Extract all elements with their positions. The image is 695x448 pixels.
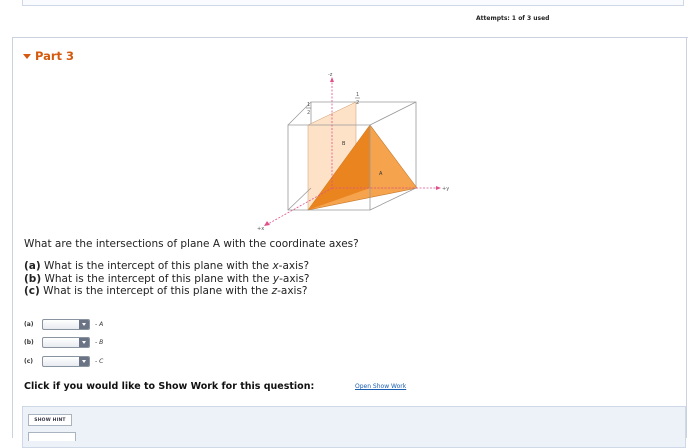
part-header[interactable] — [23, 49, 74, 63]
chevron-down-icon[interactable] — [79, 338, 89, 347]
open-show-work-link[interactable]: Open Show Work — [355, 383, 407, 390]
answer-c-select[interactable] — [42, 356, 90, 367]
secondary-button[interactable] — [28, 432, 76, 441]
answer-row-c — [24, 356, 103, 367]
attempts-counter: Attempts: 1 of 3 used — [476, 15, 550, 22]
sub-question-text: What is the intercept of this plane with the — [43, 285, 272, 297]
sub-question-label: (c) — [24, 285, 40, 297]
frac-right-den: 2 — [356, 100, 360, 106]
sub-question-c — [24, 285, 310, 298]
frac-left-num: 1 — [307, 102, 311, 108]
chevron-down-icon[interactable] — [79, 357, 89, 366]
answer-b-select[interactable] — [42, 337, 90, 348]
frac-right-num: 1 — [356, 92, 360, 98]
previous-part-panel — [22, 0, 684, 6]
sub-question-text-end: -axis? — [278, 260, 310, 272]
answer-label: (b) — [24, 339, 34, 346]
show-work-prompt: Click if you would like to Show Work for this question: — [24, 381, 315, 392]
axis-name: y — [272, 272, 280, 285]
answer-a-select[interactable] — [42, 319, 90, 330]
section-divider — [12, 37, 688, 38]
answer-suffix: - A — [95, 321, 104, 328]
sub-question-b — [24, 273, 310, 286]
collapse-triangle-icon[interactable] — [23, 54, 31, 59]
answer-label: (a) — [24, 321, 34, 328]
panel-left-border — [12, 37, 13, 438]
sub-question-text: What is the intercept of this plane with the — [44, 272, 273, 285]
show-hint-button[interactable]: SHOW HINT — [28, 414, 72, 426]
axis-name: x — [272, 260, 279, 272]
sub-question-label: (b) — [24, 272, 42, 285]
sub-question-a — [24, 260, 310, 273]
answer-suffix: - B — [95, 339, 104, 346]
plane-a-label: A — [379, 171, 383, 177]
part-title: Part 3 — [35, 49, 75, 63]
answer-label: (c) — [24, 358, 34, 365]
panel-right-border — [686, 37, 687, 438]
answer-suffix: - C — [95, 358, 104, 365]
x-axis-label: +x — [257, 226, 265, 232]
axis-name: z — [271, 285, 278, 297]
sub-question-text-end: -axis? — [279, 272, 310, 285]
answer-row-b — [24, 337, 103, 348]
frac-left-den: 2 — [307, 110, 311, 116]
question-text: What are the intersections of plane A with the coordinate axes? — [24, 238, 359, 250]
cube-planes-figure — [248, 70, 453, 232]
sub-question-text-end: -axis? — [277, 285, 308, 297]
y-axis-label: +y — [442, 186, 450, 192]
chevron-down-icon[interactable] — [79, 320, 89, 329]
plane-b-label: B — [342, 141, 346, 147]
answer-row-a — [24, 319, 103, 330]
sub-question-text: What is the intercept of this plane with the — [44, 260, 273, 272]
hint-panel — [22, 406, 686, 448]
z-axis-label: -z — [328, 72, 333, 78]
sub-questions — [24, 260, 310, 298]
sub-question-label: (a) — [24, 260, 41, 272]
